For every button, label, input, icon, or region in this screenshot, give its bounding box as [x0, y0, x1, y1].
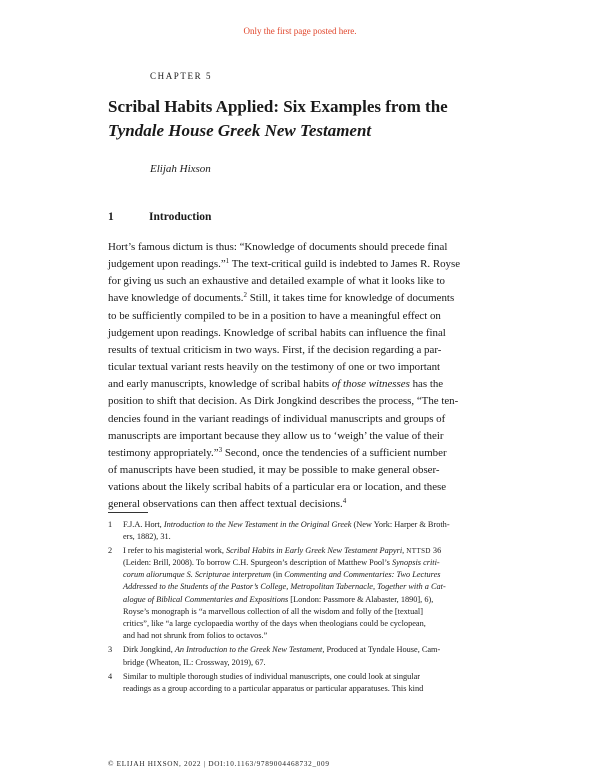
section-title: Introduction: [149, 211, 212, 223]
section-number: 1: [108, 211, 114, 223]
body-line: judgement upon readings. Knowledge of scribal habits can influence the final: [108, 326, 446, 339]
body-line: general observations can then affect textual decisions.$^4$: [108, 497, 347, 511]
copyright-footer: © ELIJAH HIXSON, 2022 | DOI:10.1163/9789004468732_009: [108, 760, 330, 768]
body-line: ticular textual variant rests heavily on the testimony of one or two important: [108, 361, 441, 374]
chapter-title: [108, 95, 548, 143]
footnote-number: 1: [108, 519, 113, 529]
chapter-title-line-2: Tyndale House Greek New Testament: [108, 121, 372, 140]
body-line: to be sufficiently compiled to be in a position to have a meaningful effect on: [108, 309, 441, 322]
footnote-number: 4: [108, 672, 113, 682]
footnote-ref-3[interactable]: 3: [218, 445, 223, 454]
footnote-number: 2: [108, 546, 113, 556]
footnote-ref-2[interactable]: 2: [243, 291, 247, 300]
author-name: Elijah Hixson: [150, 163, 211, 175]
footnote-ref-1[interactable]: 1: [225, 257, 230, 266]
chapter-title-line-1: Scribal Habits Applied: Six Examples from the: [108, 97, 448, 116]
body-line: position to shift that decision. As Dirk Jongkind describes the process, “The ten-: [108, 395, 459, 408]
footnote-3: 3 Dirk Jongkind, An Introduction to the Greek New Testament, Produced at Tyndale House, Cam- bridge (Wheaton, IL: Crossway, 2019), 67.: [108, 645, 441, 667]
footnote-ref-4[interactable]: 4: [342, 497, 347, 506]
footnote-4: 4 Similar to multiple thorough studies of individual manuscripts, one could look at singular readings as a group according to a particular apparatus or particular apparatuses. This kind: [108, 672, 424, 694]
footnotes: [108, 516, 493, 695]
footnote-2: 2 I refer to his magisterial work, Scribal Habits in Early Greek New Testament Papyri, NTTSD 36 (Leiden: Brill, 2008). To borrow C.H. Spurgeon’s description of Matthew Pool’s Synopsis criti- corum aliorumque S. Scripturae interpretum (in Commenting and Commentaries: Two Lectures Addressed to the Students of the Pastor’s College, Metropolitan Tabernacle, Together with a Cat- alogue of Biblical Commentaries and Expositions [London: Passmore & Alabaster, 1890], 6), Royse’s monograph is “a marvellous collection of all the wisdom and folly of the [textual] critics”, like “a large cyclopaedia worthy of the days when theologians could be cyclopean, and had not shrunk from folios to octavos.”: [108, 546, 446, 640]
body-line: of manuscripts have been studied, it may be possible to make general obser-: [108, 464, 440, 477]
section-heading: [108, 211, 211, 223]
posting-notice: Only the first page posted here.: [243, 26, 357, 36]
body-line: have knowledge of documents.$^2$ Still, it takes time for knowledge of documents: [108, 291, 455, 305]
body-line: vations about the likely scribal habits of a particular era or location, and these: [108, 481, 447, 494]
body-line: judgement upon readings.”$^1$ The text-critical guild is indebted to James R. Royse: [108, 257, 461, 271]
chapter-label: CHAPTER 5: [150, 71, 213, 81]
body-line: for giving us such an exhaustive and detailed example of what it looks like to: [108, 275, 445, 288]
body-paragraph: [108, 239, 493, 514]
body-line: dencies found in the variant readings of individual manuscripts and groups of: [108, 412, 446, 425]
footnote-1: 1 F.J.A. Hort, Introduction to the New Testament in the Original Greek (New York: Harper & Broth- ers, 1882), 31.: [108, 519, 450, 541]
body-line: results of textual criticism in two ways. First, if the decision regarding a par-: [108, 343, 442, 356]
body-line: testimony appropriately.”$^3$ Second, once the tendencies of a sufficient number: [108, 445, 447, 459]
footnote-number: 3: [108, 645, 113, 655]
footnote-divider: [108, 512, 148, 513]
body-line: and early manuscripts, knowledge of scribal habits of those witnesses has the: [108, 378, 444, 391]
body-line: manuscripts are important because they allow us to ‘weigh’ the value of their: [108, 429, 444, 442]
body-line: Hort’s famous dictum is thus: “Knowledge of documents should precede final: [108, 241, 448, 253]
